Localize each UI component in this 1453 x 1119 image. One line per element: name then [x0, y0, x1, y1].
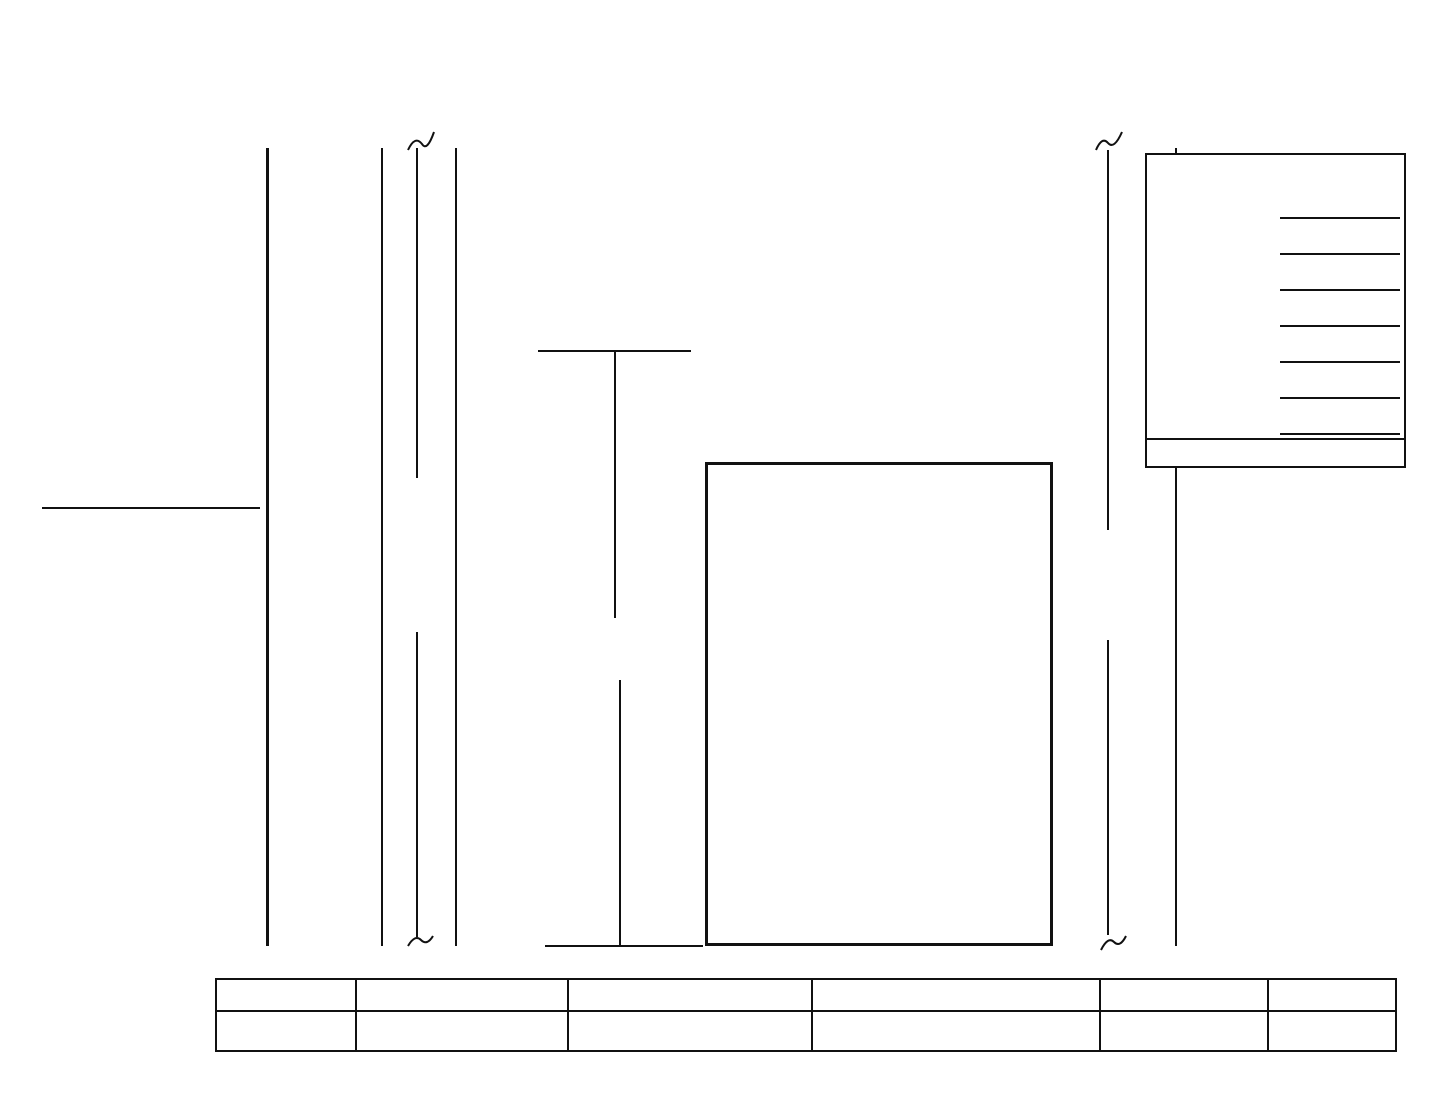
- readout-blank-bat-c: [1280, 217, 1400, 219]
- onboard-readout-box: [1145, 153, 1406, 468]
- readout-blank-rcs-a: [1280, 325, 1400, 327]
- footer-day-rev: [1100, 1011, 1268, 1051]
- footer-edition: [356, 1011, 568, 1051]
- footer-time: [812, 1011, 1100, 1051]
- readout-blank-rcs-c: [1280, 397, 1400, 399]
- ptc-line-bottom: [1107, 640, 1109, 935]
- footer-header-edition: [356, 979, 568, 1011]
- msfn-line-bottom: [416, 632, 418, 937]
- readout-divider: [1147, 438, 1404, 440]
- msfn-line-top: [416, 148, 418, 478]
- footer-header-mission: [216, 979, 356, 1011]
- break-mark-bottom: [405, 930, 435, 950]
- ptc-break-mark-bottom: [1098, 930, 1128, 954]
- notes-line-bottom: [1175, 468, 1177, 946]
- ruler-spine: [266, 148, 269, 946]
- readout-blank-pyro-a: [1280, 253, 1400, 255]
- presleep-checklist-box: [705, 462, 1053, 946]
- readout-blank-rcs-b: [1280, 361, 1400, 363]
- footer-date: [568, 1011, 812, 1051]
- footer-header-time: [812, 979, 1100, 1011]
- column-line-3: [455, 148, 457, 946]
- footer-table: [215, 978, 1397, 1052]
- readout-blank-pyro-b: [1280, 289, 1400, 291]
- uplink-divider: [42, 507, 260, 509]
- eat-period-bottom: [545, 945, 703, 947]
- footer-header-page: [1268, 979, 1396, 1011]
- eat-period-line-bottom: [619, 680, 621, 946]
- column-line-1: [381, 148, 383, 946]
- footer-page: [1268, 1011, 1396, 1051]
- eat-period-line-top: [614, 350, 616, 618]
- footer-header-date: [568, 979, 812, 1011]
- readout-blank-rcs-d: [1280, 433, 1400, 435]
- ptc-line-top: [1107, 150, 1109, 530]
- ptc-break-mark-top: [1090, 130, 1130, 155]
- footer-header-day-rev: [1100, 979, 1268, 1011]
- break-mark-top: [400, 130, 440, 155]
- footer-mission: [216, 1011, 356, 1051]
